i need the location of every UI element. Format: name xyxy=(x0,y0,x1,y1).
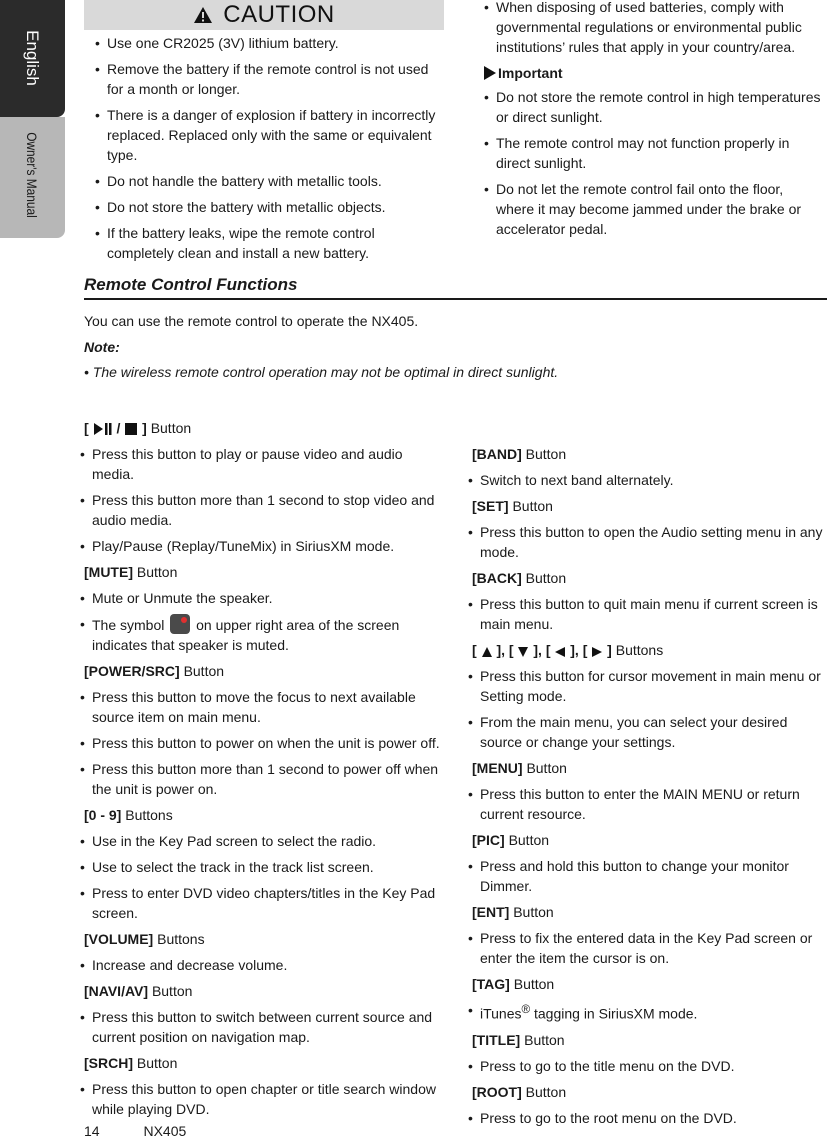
language-tab xyxy=(0,0,65,117)
language-tab-label: English xyxy=(23,30,42,86)
button-suffix: Button xyxy=(513,904,554,920)
model-name: NX405 xyxy=(143,1123,187,1139)
warning-icon xyxy=(193,6,213,24)
caution-header xyxy=(84,0,444,30)
list-item: • Use to select the track in the track list screen. xyxy=(80,857,440,877)
button-label: [POWER/SRC] xyxy=(84,663,180,679)
important-item: • Do not store the remote control in high temperatures or direct sunlight. xyxy=(484,87,824,127)
arrow-down-icon xyxy=(517,646,529,658)
caution-item: • Remove the battery if the remote control is not used for a month or longer. xyxy=(95,59,440,99)
root-heading xyxy=(472,1082,827,1102)
list-item: • Press to fix the entered data in the Key Pad screen or enter the item the cursor is on. xyxy=(468,928,827,968)
list-item: • Press to go to the root menu on the DVD. xyxy=(468,1108,827,1128)
button-suffix: Button xyxy=(525,570,567,586)
list-item: • Press this button to open chapter or title search window while playing DVD. xyxy=(80,1079,440,1119)
list-item: • Increase and decrease volume. xyxy=(80,955,440,975)
list-item: • Press this button to power on when the unit is power off. xyxy=(80,733,440,753)
important-title: Important xyxy=(498,65,563,81)
button-suffix: Button xyxy=(508,832,550,848)
list-item-text: iTunes xyxy=(480,1005,522,1022)
play-pause-heading: [ / ] Button xyxy=(84,420,192,436)
caution-item: • If the battery leaks, wipe the remote control completely clean and install a new battery. xyxy=(95,223,440,263)
page-number: 14 xyxy=(84,1123,100,1139)
page-footer xyxy=(84,1121,226,1141)
triangle-right-icon xyxy=(484,66,496,80)
arrow-right-icon xyxy=(591,646,603,658)
list-item: • Use in the Key Pad screen to select the radio. xyxy=(80,831,440,851)
button-label: [PIC] xyxy=(472,832,505,848)
list-item-text: The symbol xyxy=(92,617,165,633)
list-item: • Press this button to quit main menu if current screen is main menu. xyxy=(468,594,827,634)
list-item xyxy=(80,614,440,655)
disposal-note: • When disposing of used batteries, comply with governmental regulations or environmental public institutions’ rules that apply in your country/area. xyxy=(484,0,824,57)
power-heading xyxy=(84,661,440,681)
button-label: [ENT] xyxy=(472,904,510,920)
arrows-heading: [ ], [ ], [ ], [ ] Buttons xyxy=(472,642,664,658)
important-heading xyxy=(484,63,824,83)
registered-mark: ® xyxy=(521,1003,531,1016)
list-item: • From the main menu, you can select your desired source or change your settings. xyxy=(468,712,827,752)
list-item-text: on upper right area of the screen indicates that speaker is muted. xyxy=(92,617,400,653)
list-item: • Switch to next band alternately. xyxy=(468,470,827,490)
caution-item: • Do not store the battery with metallic objects. xyxy=(95,197,440,217)
button-label: [SET] xyxy=(472,498,509,514)
button-suffix: Buttons xyxy=(125,807,173,823)
list-item: • Press this button to move the focus to next available source item on main menu. xyxy=(80,687,440,727)
digits-heading xyxy=(84,805,440,825)
button-suffix: Button xyxy=(513,976,555,992)
set-heading xyxy=(472,496,827,516)
button-label: [TITLE] xyxy=(472,1031,521,1048)
list-item: • Press this button to enter the MAIN MENU or return current resource. xyxy=(468,784,827,824)
right-top-column xyxy=(484,0,824,245)
list-item: • Mute or Unmute the speaker. xyxy=(80,588,440,608)
menu-heading xyxy=(472,758,827,778)
button-suffix: Button xyxy=(526,760,567,776)
note-text: • The wireless remote control operation may not be optimal in direct sunlight. xyxy=(84,364,559,380)
ent-heading xyxy=(472,902,827,922)
section-divider xyxy=(84,298,827,300)
band-heading xyxy=(472,444,827,464)
pic-heading xyxy=(472,830,827,850)
button-label: [BAND] xyxy=(472,446,522,462)
note-body: The wireless remote control operation may not be optimal in direct sunlight. xyxy=(92,364,559,380)
button-suffix: Button xyxy=(151,983,193,999)
mute-speaker-icon xyxy=(170,614,190,634)
button-label: [VOLUME] xyxy=(84,931,154,947)
list-item: • Press this button to open the Audio setting menu in any mode. xyxy=(468,522,827,562)
button-suffix: Button xyxy=(150,420,192,436)
button-suffix: Button xyxy=(525,446,567,462)
list-item: • Press to go to the title menu on the DVD. xyxy=(468,1056,827,1076)
important-item: • The remote control may not function properly in direct sunlight. xyxy=(484,133,824,173)
button-label: [MUTE] xyxy=(84,564,133,580)
tag-heading xyxy=(472,974,827,994)
manual-tab xyxy=(0,117,65,238)
button-label: [MENU] xyxy=(472,760,523,776)
back-heading xyxy=(472,568,827,588)
manual-tab-label: Owner's Manual xyxy=(24,132,40,218)
list-item: • Press this button to switch between current source and current position on navigation map. xyxy=(80,1007,440,1047)
button-label: [BACK] xyxy=(472,570,522,586)
list-item: • Press this button more than 1 second to power off when the unit is power on. xyxy=(80,759,440,799)
button-suffix: Button xyxy=(525,1083,567,1100)
button-suffix: Buttons xyxy=(615,642,664,658)
caution-item: • There is a danger of explosion if battery in incorrectly replaced. Replaced only with the same or equivalent type. xyxy=(95,105,440,165)
caution-list xyxy=(95,33,440,269)
right-column xyxy=(468,444,827,1134)
list-item: • Press to enter DVD video chapters/titles in the Key Pad screen. xyxy=(80,883,440,923)
button-label: [NAVI/AV] xyxy=(84,983,149,999)
button-label: [SRCH] xyxy=(84,1055,133,1071)
navi-heading xyxy=(84,981,440,1001)
stop-icon xyxy=(124,422,138,436)
arrow-up-icon xyxy=(481,646,493,658)
srch-heading xyxy=(84,1053,440,1073)
volume-heading xyxy=(84,929,440,949)
caution-title: CAUTION xyxy=(223,1,335,28)
title-heading xyxy=(472,1030,827,1050)
list-item: • Play/Pause (Replay/TuneMix) in SiriusXM mode. xyxy=(80,536,440,556)
button-label: [TAG] xyxy=(472,976,510,992)
button-suffix: Buttons xyxy=(157,931,205,947)
button-suffix: Button xyxy=(183,663,225,679)
arrow-left-icon xyxy=(554,646,566,658)
list-item-text: tagging in SiriusXM mode. xyxy=(530,1005,698,1022)
list-item: • Press this button to play or pause video and audio media. xyxy=(80,444,440,484)
button-suffix: Button xyxy=(512,498,553,514)
list-item: • Press this button for cursor movement in main menu or Setting mode. xyxy=(468,666,827,706)
list-item xyxy=(468,1000,827,1024)
important-item: • Do not let the remote control fail onto the floor, where it may become jammed under the brake or accelerator pedal. xyxy=(484,179,824,239)
mute-heading xyxy=(84,562,440,582)
note-label: Note: xyxy=(84,339,120,355)
list-item: • Press this button more than 1 second to stop video and audio media. xyxy=(80,490,440,530)
button-label: [ROOT] xyxy=(472,1083,522,1100)
button-suffix: Button xyxy=(136,564,178,580)
button-label: [0 - 9] xyxy=(84,807,122,823)
button-suffix: Button xyxy=(136,1055,178,1071)
list-item: • Press and hold this button to change your monitor Dimmer. xyxy=(468,856,827,896)
section-title: Remote Control Functions xyxy=(84,275,298,294)
button-suffix: Button xyxy=(524,1031,565,1048)
left-column xyxy=(80,418,440,1125)
caution-item: • Use one CR2025 (3V) lithium battery. xyxy=(95,33,440,53)
section-intro: You can use the remote control to operate the NX405. xyxy=(84,313,419,329)
caution-item: • Do not handle the battery with metallic tools. xyxy=(95,171,440,191)
play-pause-icon xyxy=(93,422,113,436)
